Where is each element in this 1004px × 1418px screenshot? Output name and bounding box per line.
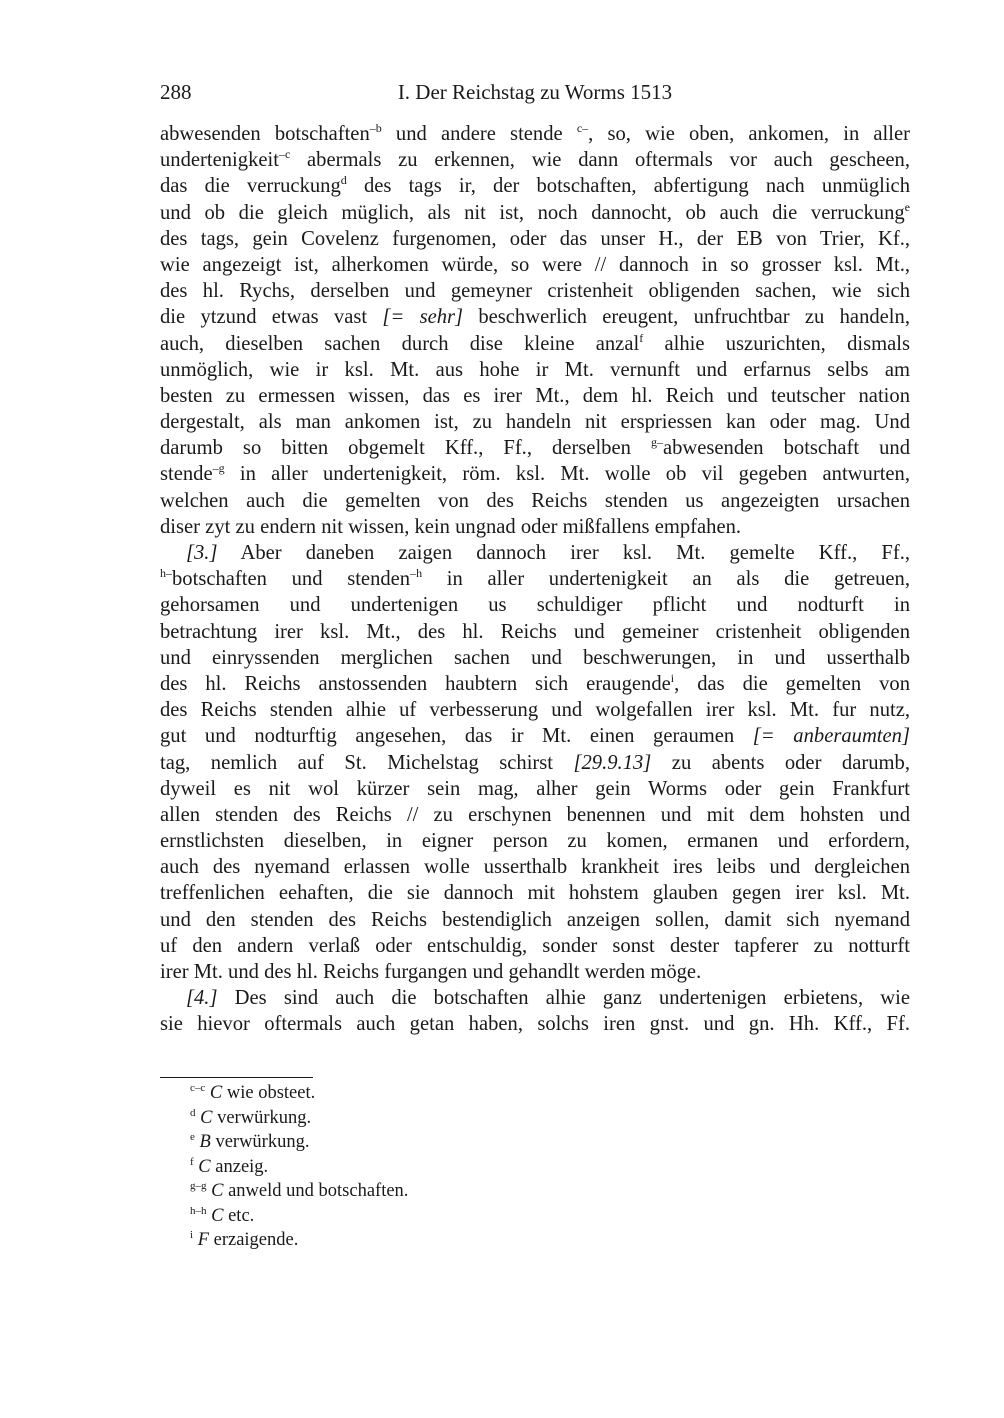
- text-run: und ob die gleich müglich, als nit ist, noch dannocht, ob auch die verruckung: [160, 201, 905, 224]
- text-line: [160, 409, 910, 435]
- text-run: und einryssenden merglichen sachen und beschwerungen, in und usserthalb: [160, 646, 910, 669]
- text-run: auch des nyemand erlassen wolle usserthalb krankheit ires leibs und dergleichen: [160, 856, 910, 879]
- text-run: Des sind auch die botschaften alhie ganz undertenigen erbietens, wie: [217, 987, 910, 1010]
- footnote: [190, 1204, 408, 1229]
- text-run: beschwerlich ereugent, unfruchtbar zu handeln,: [463, 306, 910, 329]
- text-run: des hl. Rychs, derselben und gemeyner cristenheit obligenden sachen, wie sich: [160, 280, 910, 303]
- text-line: [160, 488, 910, 514]
- footnote: [190, 1179, 408, 1204]
- text-line: [160, 854, 910, 880]
- text-line: [160, 645, 910, 671]
- text-run: , das die gemelten von: [674, 672, 910, 695]
- text-run: welchen auch die gemelten von des Reichs stenden us angezeigten ursachen: [160, 489, 910, 512]
- text-line: [160, 173, 910, 199]
- text-line: [160, 147, 910, 173]
- text-run: stende: [160, 463, 213, 486]
- footnote: [190, 1130, 408, 1155]
- text-run: in aller undertenigkeit an als die getreuen,: [422, 568, 910, 591]
- footnote-source: C: [206, 1205, 224, 1226]
- editorial-note: [= sehr]: [382, 306, 464, 329]
- footnote-source: B: [194, 1132, 211, 1152]
- text-line: [160, 619, 910, 645]
- text-line: [160, 566, 910, 592]
- text-run: uf den andern verlaß oder entschuldig, sonder sonst dester tapferer zu notturft: [160, 934, 910, 957]
- footnote-source: F: [193, 1230, 209, 1250]
- running-title: I. Der Reichstag zu Worms 1513: [397, 80, 673, 104]
- text-run: gut und nodturftig angesehen, das ir Mt. einen geraumen: [160, 725, 753, 748]
- footnote-mark: d: [190, 1106, 196, 1119]
- footnote-mark: e: [190, 1131, 195, 1143]
- footnote-marker: –b: [369, 121, 382, 135]
- text-run: und andere stende: [381, 123, 577, 145]
- text-run: auch, dieselben sachen durch dise kleine anzal: [160, 332, 640, 355]
- text-run: dyweil es nit wol kürzer sein mag, alher gein Worms oder gein Frankfurt: [160, 777, 910, 800]
- text-line: [160, 1011, 910, 1037]
- text-run: des tags, gein Covelenz furgenomen, oder das unser H., der EB von Trier, Kf.,: [160, 227, 910, 250]
- text-run: darumb so bitten obgemelt Kff., Ff., derselben: [160, 437, 651, 460]
- footnote-source: C: [193, 1156, 211, 1177]
- text-line: [160, 331, 910, 357]
- editorial-note: [3.]: [186, 542, 218, 564]
- footnote-separator: [160, 1077, 313, 1078]
- text-run: das die verruckung: [160, 175, 341, 198]
- text-line: [160, 383, 910, 409]
- footnote-marker: –c: [278, 147, 291, 162]
- text-line: [160, 723, 910, 749]
- footnote-text: verwürkung.: [212, 1107, 312, 1128]
- text-line: [160, 461, 910, 487]
- footnote: [190, 1106, 408, 1131]
- text-run: in aller undertenigkeit, röm. ksl. Mt. wolle ob vil gegeben antwurten,: [224, 463, 910, 486]
- footnote-marker: h–: [160, 566, 172, 581]
- text-run: unmöglich, wie ir ksl. Mt. aus hohe ir Mt. vernunft und erfarnus selbs am: [160, 358, 910, 381]
- footnote: [190, 1081, 408, 1106]
- text-line: [160, 252, 910, 278]
- text-run: und den stenden des Reichs bestendiglich anzeigen sollen, damit sich nyemand: [160, 908, 910, 931]
- text-line: [160, 278, 910, 304]
- footnote-marker: i: [670, 670, 675, 685]
- footnote-text: wie obsteet.: [222, 1083, 316, 1103]
- footnote-source: C: [195, 1107, 213, 1128]
- text-run: tag, nemlich auf St. Michelstag schirst: [160, 751, 574, 774]
- footnote-text: erzaigende.: [209, 1230, 299, 1250]
- text-run: allen stenden des Reichs // zu erschynen benennen und mit dem hohsten und: [160, 803, 910, 826]
- text-run: abermals zu erkennen, wie dann oftermals vor auch gescheen,: [290, 149, 910, 172]
- editorial-note: [4.]: [186, 987, 218, 1010]
- text-run: , so, wie oben, ankomen, in aller: [588, 123, 910, 145]
- text-line: [160, 697, 910, 723]
- footnote-marker: f: [639, 330, 644, 345]
- footnote: [190, 1155, 408, 1180]
- footnote-marker: –h: [410, 566, 423, 581]
- text-line: [160, 200, 910, 226]
- text-run: dergestalt, als man ankomen ist, zu handeln nit erspriessen kan oder mag. Und: [160, 411, 910, 434]
- footnote-source: C: [205, 1083, 223, 1103]
- text-run: botschaften und stenden: [172, 568, 411, 591]
- text-run: betrachtung irer ksl. Mt., des hl. Reichs und gemeiner cristenheit obligenden: [160, 620, 910, 643]
- text-run: wie angezeigt ist, alherkomen würde, so were // dannoch in so grosser ksl. Mt.,: [160, 253, 910, 276]
- text-run: des hl. Reichs anstossenden haubtern sich eraugende: [160, 672, 671, 695]
- text-line: [160, 357, 910, 383]
- text-line: [160, 959, 910, 985]
- text-run: besten zu ermessen wissen, das es irer Mt., dem hl. Reich und teutscher nation: [160, 384, 910, 407]
- text-run: diser zyt zu endern nit wissen, kein ungnad oder mißfallens empfahen.: [160, 515, 742, 538]
- text-run: irer Mt. und des hl. Reichs furgangen und gehandlt werden möge.: [160, 961, 702, 983]
- footnote-marker: e: [904, 199, 910, 214]
- text-run: treffenlichen eehaften, die sie dannoch mit hohstem glauben gegen irer ksl. Mt.: [160, 882, 910, 905]
- text-run: des Reichs stenden alhie uf verbesserung und wolgefallen irer ksl. Mt. fur nutz,: [160, 699, 910, 722]
- text-run: ernstlichsten dieselben, in eigner person zu komen, ermanen und erfordern,: [160, 830, 910, 853]
- footnote-marker: c–: [576, 121, 589, 135]
- text-run: sie hievor oftermals auch getan haben, solchs iren gnst. und gn. Hh. Kff., Ff.: [160, 1013, 910, 1036]
- text-line: [160, 880, 910, 906]
- text-run: zu abents oder darumb,: [651, 751, 910, 774]
- text-run: alhie uszurichten, dismals: [643, 332, 910, 355]
- footnote-text: verwürkung.: [210, 1132, 310, 1152]
- footnote-text: anzeig.: [210, 1156, 269, 1177]
- footnote-mark: g–g: [190, 1180, 207, 1192]
- text-line: [160, 828, 910, 854]
- footnote-mark: f: [190, 1155, 194, 1168]
- page-header: [160, 80, 910, 110]
- footnote-mark: c–c: [190, 1082, 206, 1094]
- footnotes: [190, 1081, 408, 1253]
- text-run: undertenigkeit: [160, 149, 279, 172]
- text-run: gehorsamen und undertenigen us schuldiger pflicht und nodturft in: [160, 594, 910, 617]
- text-line: [160, 933, 910, 959]
- editorial-note: [= anberaumten]: [752, 725, 910, 748]
- footnote-text: anweld und botschaften.: [223, 1181, 409, 1201]
- footnote-mark: i: [190, 1229, 194, 1241]
- text-line: [160, 540, 910, 566]
- footnote-marker: g–: [650, 435, 663, 450]
- text-line: [160, 750, 910, 776]
- text-line: [160, 514, 910, 540]
- text-line: [160, 435, 910, 461]
- text-line: [160, 776, 910, 802]
- text-run: die ytzund etwas vast: [160, 306, 383, 329]
- text-line: [160, 671, 910, 697]
- text-line: [160, 592, 910, 618]
- text-line: [160, 121, 910, 147]
- footnote-marker: –g: [212, 461, 225, 476]
- text-run: abwesenden botschaften: [160, 123, 370, 145]
- text-run: abwesenden botschaft und: [662, 437, 910, 460]
- text-line: [160, 907, 910, 933]
- text-line: [160, 304, 910, 330]
- text-run: des tags ir, der botschaften, abfertigung nach unmüglich: [346, 175, 910, 198]
- main-text: [160, 121, 910, 1038]
- footnote: [190, 1228, 408, 1253]
- text-run: Aber daneben zaigen dannoch irer ksl. Mt. gemelte Kff., Ff.,: [217, 542, 910, 564]
- footnote-mark: h–h: [190, 1204, 207, 1217]
- footnote-source: C: [206, 1181, 224, 1201]
- editorial-note: [29.9.13]: [573, 751, 652, 774]
- text-line: [160, 802, 910, 828]
- page-number: 288: [160, 80, 192, 104]
- footnote-text: etc.: [223, 1205, 255, 1226]
- text-line: [160, 226, 910, 252]
- footnote-marker: d: [340, 173, 347, 188]
- text-line: [160, 985, 910, 1011]
